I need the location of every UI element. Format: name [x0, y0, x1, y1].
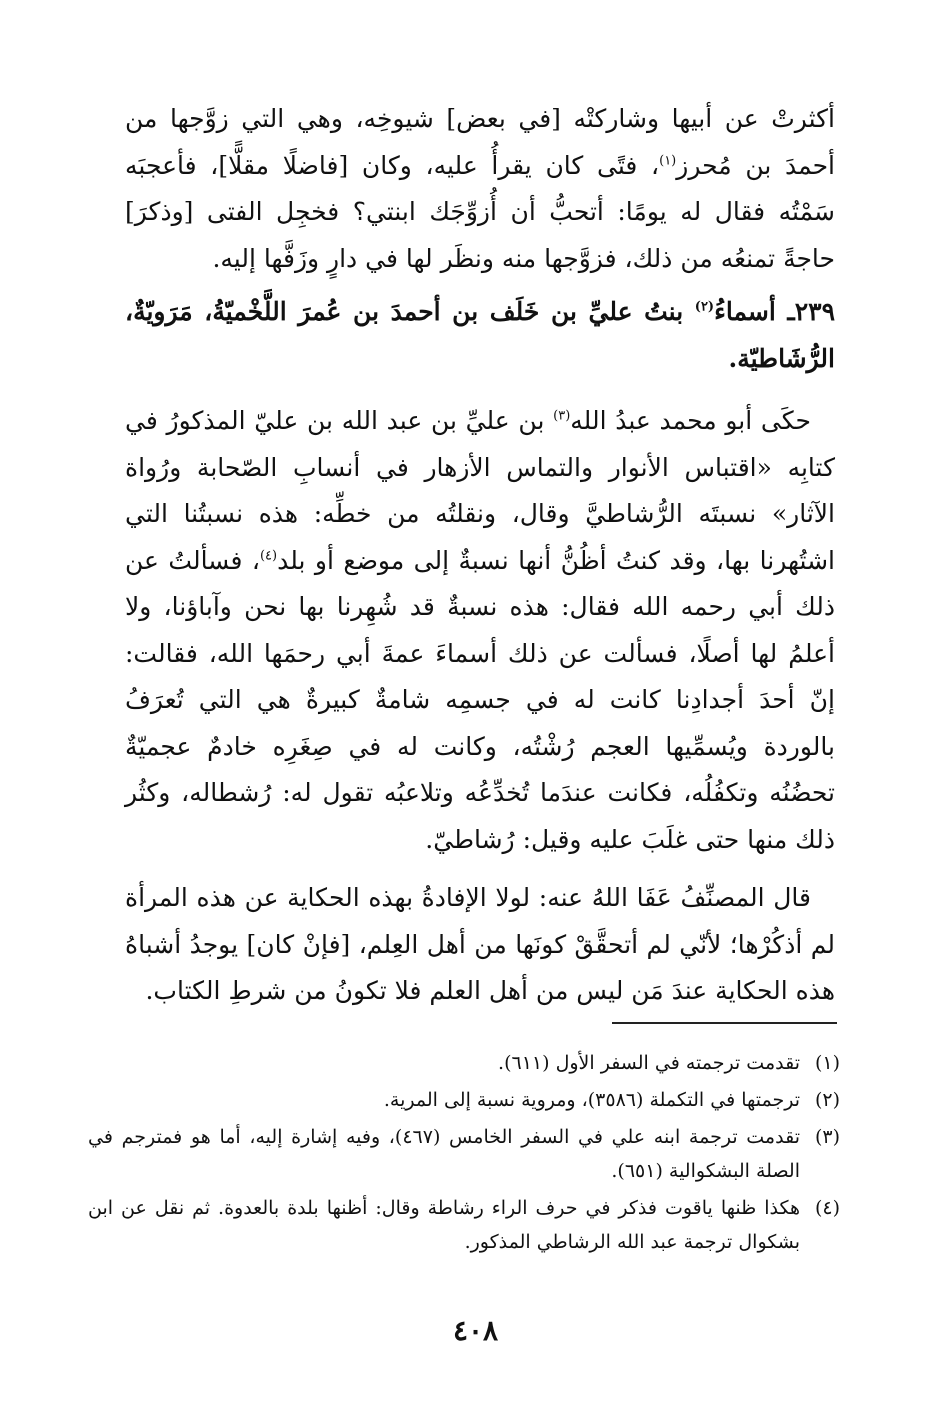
- footnote-4-text: هكذا ظنها ياقوت فذكر في حرف الراء رشاطة وقال: أظنها بلدة بالعدوة. ثم نقل عن ابن بشكوال ترجمة عبد الله الرشاطي المذكور.: [88, 1197, 800, 1253]
- paragraph-1-part-a: أكثرتْ عن أبيها وشاركتْه [في بعض] شيوخِه، وهي التي زوَّجها من أحمدَ بن مُحرز: [125, 104, 835, 180]
- main-text: [125, 96, 835, 1015]
- paragraph-1: [125, 96, 835, 282]
- footnote-ref-2[interactable]: (٢): [694, 299, 715, 315]
- footnote-ref-3[interactable]: (٣): [553, 408, 571, 424]
- footnote-4: [88, 1191, 840, 1259]
- paragraph-1-part-b: ، فتًى كان يقرأُ عليه، وكان [فاضلًا مقلًّا]، فأعجبَه سَمْتُه فقال له يومًا: أتحبُّ أن أُزوِّجَك ابنتي؟ فخجِل الفتى [وذكرَ] حاجةً تمنعُه من ذلك، فزوَّجها منه ونظَر لها في دارٍ وزَفَّها إليه.: [125, 150, 835, 273]
- footnotes: [88, 1046, 840, 1262]
- paragraph-2-part-c: ، فسألتُ عن ذلك أبي رحمه الله فقال: هذه نسبةٌ قد شُهِرنا بها نحن وآباؤنا، ولا أعلمُ لها أصلًا، فسألت عن ذلك أسماءَ عمةَ أبي رحمَها الله، فقالت: إنّ أحدَ أجدادِنا كانت له في جسمِه شامةٌ كبيرةٌ هي التي تُعرَفُ بالوردة ويُسمِّيها العجم رُشْتُه، وكانت له في صِغَرِه خادمٌ عجميّةٌ تحضُنُه وتكفُلُه، فكانت عندَما تُخدِّعُه وتلاعبُه تقول له: رُشطاله، وكثُر ذلك منها حتى غلَبَ عليه وقيل: رُشاطيّ.: [125, 545, 835, 854]
- paragraph-3: قال المصنِّفُ عَفَا اللهُ عنه: لولا الإفادةُ بهذه الحكاية عن هذه المرأة لم أذكُرْها؛ لأنّي لم أتحقَّقْ كونَها من أهل العِلم، [فإنْ كان] يوجدُ أشباهُ هذه الحكاية عندَ مَن ليس من أهل العلم فلا تكونُ من شرطِ الكتاب.: [125, 883, 835, 1005]
- footnote-1-text: تقدمت ترجمته في السفر الأول (٦١١).: [498, 1052, 800, 1074]
- footnote-separator: [612, 1022, 837, 1024]
- footnote-2-text: ترجمتها في التكملة (٣٥٨٦)، ومروية نسبة إلى المرية.: [383, 1089, 800, 1111]
- footnote-1-number: (١): [814, 1052, 840, 1074]
- paragraph-2: [125, 398, 835, 863]
- entry-heading-239: [125, 289, 835, 382]
- entry-heading-part-b: بنتُ عليِّ بن خَلَف بن أحمدَ بن عُمرَ اللَّخْميّةُ، مَرَويّةٌ، الرُّشَاطيّة.: [125, 297, 835, 373]
- footnote-3-text: تقدمت ترجمة ابنه علي في السفر الخامس (٤٦٧)، وفيه إشارة إليه، أما هو فمترجم في الصلة البشكوالية (٦٥١).: [88, 1126, 800, 1182]
- paragraph-2-part-a: حكَى أبو محمد عبدُ الله: [570, 406, 811, 435]
- footnote-2-number: (٢): [814, 1089, 840, 1111]
- footnote-3: [88, 1120, 840, 1188]
- footnote-ref-4[interactable]: (٤): [259, 548, 278, 564]
- footnote-4-number: (٤): [814, 1197, 840, 1219]
- footnote-2: [88, 1083, 840, 1117]
- footnote-1: [88, 1046, 840, 1080]
- entry-heading-part-a: ٢٣٩ـ أسماءُ: [714, 297, 836, 326]
- page-number: ٤٠٨: [452, 1314, 499, 1347]
- footnote-3-number: (٣): [814, 1126, 840, 1148]
- paragraph-2-part-b: بن عليِّ بن عبد الله بن عليّ المذكورُ في كتابِه «اقتباس الأنوار والتماس الأزهار في أنسابِ الصّحابة ورُواة الآثار» نسبتَه الرُّشاطيَّ وقال، ونقلتُه من خطِّه: هذه نسبتُنا التي اشتُهرنا بها، وقد كنتُ أظُنُّ أنها نسبةٌ إلى موضع أو بلد: [125, 406, 835, 575]
- footnote-ref-1[interactable]: (١): [659, 153, 677, 169]
